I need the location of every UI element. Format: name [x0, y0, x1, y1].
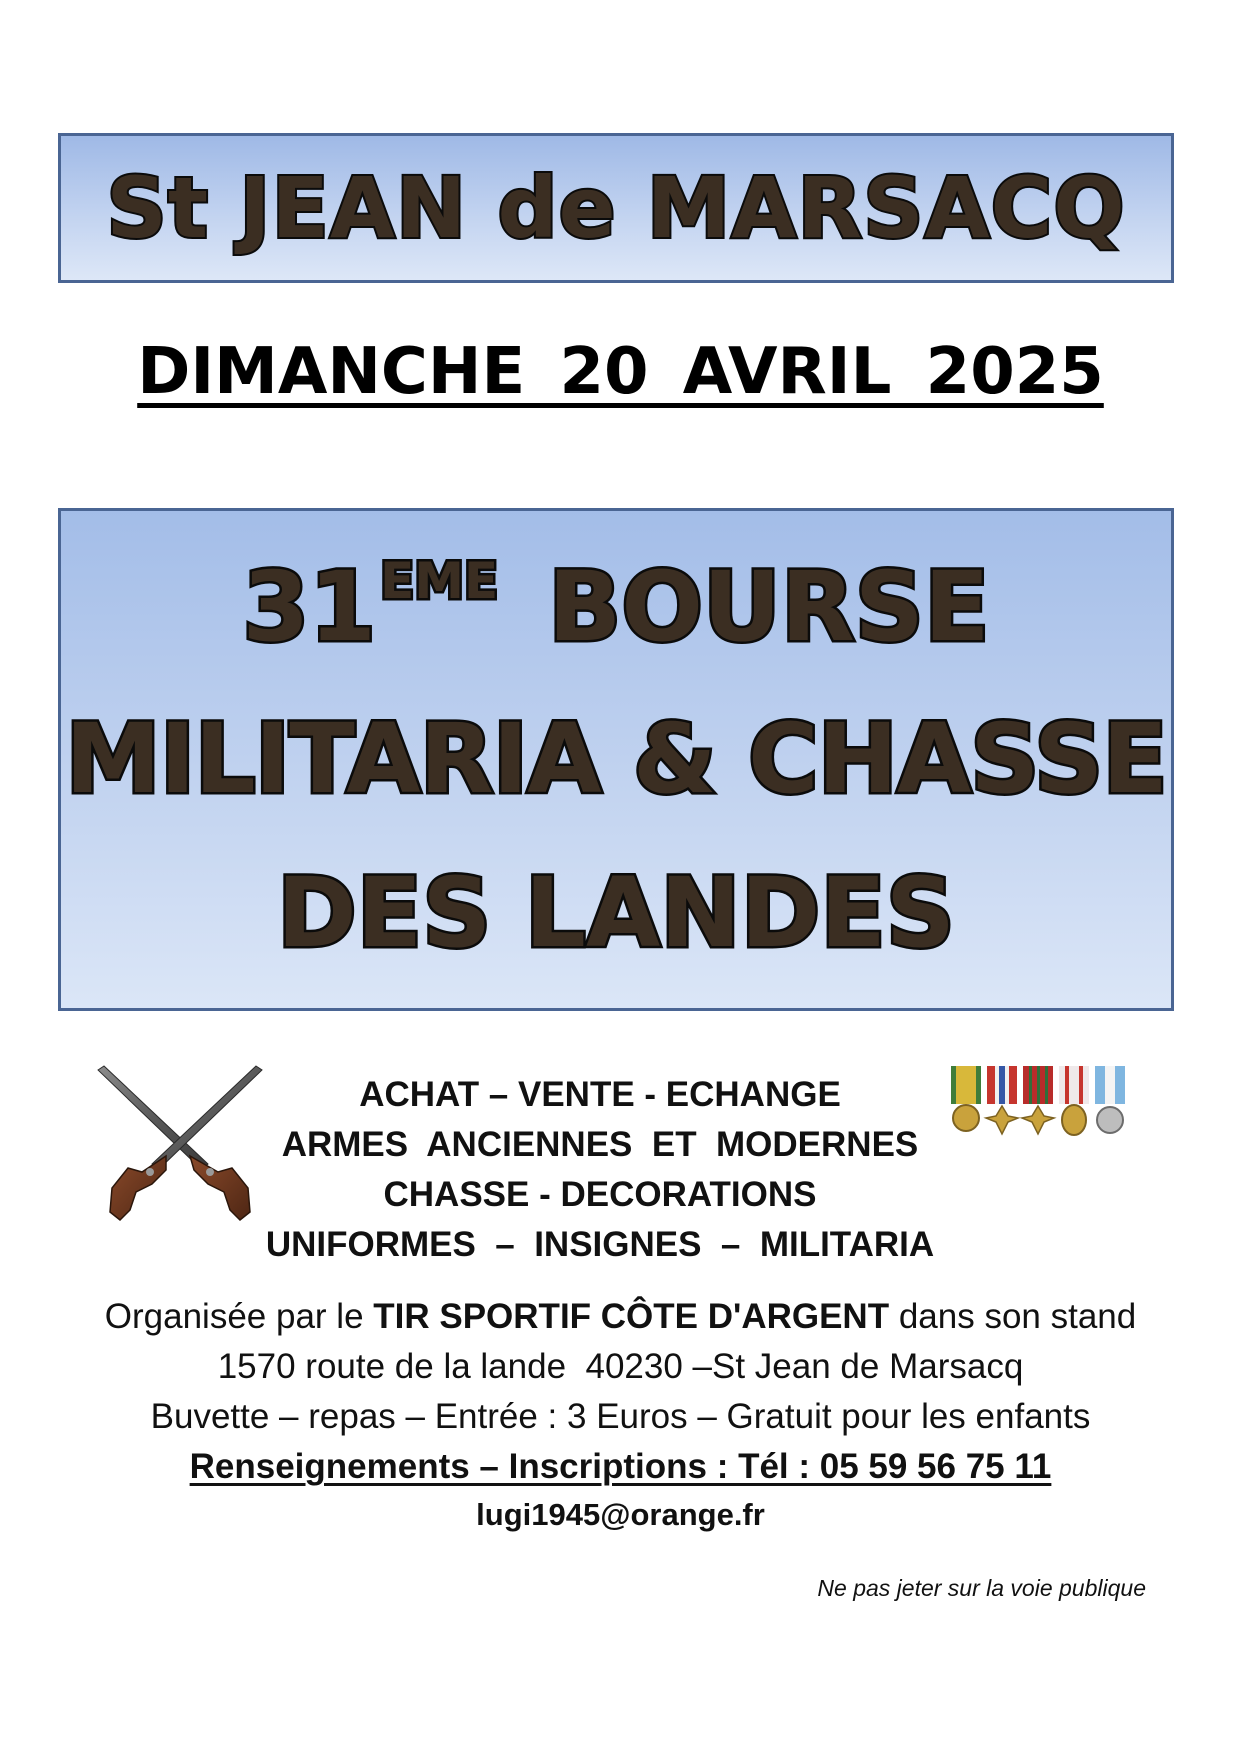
- event-title-bourse: BOURSE: [548, 551, 990, 663]
- event-edition-number: 31: [242, 551, 377, 663]
- military-medals-icon: [945, 1060, 1145, 1170]
- organiser-prefix: Organisée par le: [104, 1297, 374, 1336]
- pricing-line: Buvette – repas – Entrée : 3 Euros – Gratuit pour les enfants: [150, 1397, 1091, 1436]
- offer-line: ARMES ANCIENNES ET MODERNES: [281, 1125, 919, 1164]
- address-line: 1570 route de la lande 40230 –St Jean de Marsacq: [217, 1347, 1024, 1386]
- event-title-line-3: DES LANDES: [276, 857, 956, 969]
- offer-list: [250, 1070, 950, 1270]
- event-date: [0, 335, 1241, 409]
- info-block: [0, 1292, 1241, 1538]
- event-date-text: DIMANCHE 20 AVRIL 2025: [137, 335, 1104, 409]
- organiser-suffix: dans son stand: [889, 1297, 1137, 1336]
- offer-line: ACHAT – VENTE - ECHANGE: [359, 1075, 841, 1114]
- organiser-line: [0, 1292, 1241, 1342]
- event-box: [58, 508, 1174, 1011]
- event-title-line-1: [61, 551, 1171, 663]
- page-title: St JEAN de MARSACQ: [106, 159, 1126, 257]
- footer-note: Ne pas jeter sur la voie publique: [817, 1575, 1146, 1601]
- organiser-name: TIR SPORTIF CÔTE D'ARGENT: [373, 1297, 890, 1336]
- contact-line: Renseignements – Inscriptions : Tél : 05 59 56 75 11: [189, 1447, 1052, 1486]
- offer-line: CHASSE - DECORATIONS: [383, 1175, 817, 1214]
- crossed-pistols-icon: [90, 1060, 270, 1230]
- offer-line: UNIFORMES – INSIGNES – MILITARIA: [265, 1225, 935, 1264]
- email-address: lugi1945@orange.fr: [476, 1497, 765, 1532]
- event-title-line-2: MILITARIA & CHASSE: [65, 703, 1167, 815]
- title-box: [58, 133, 1174, 283]
- event-edition-suffix: EME: [380, 552, 499, 610]
